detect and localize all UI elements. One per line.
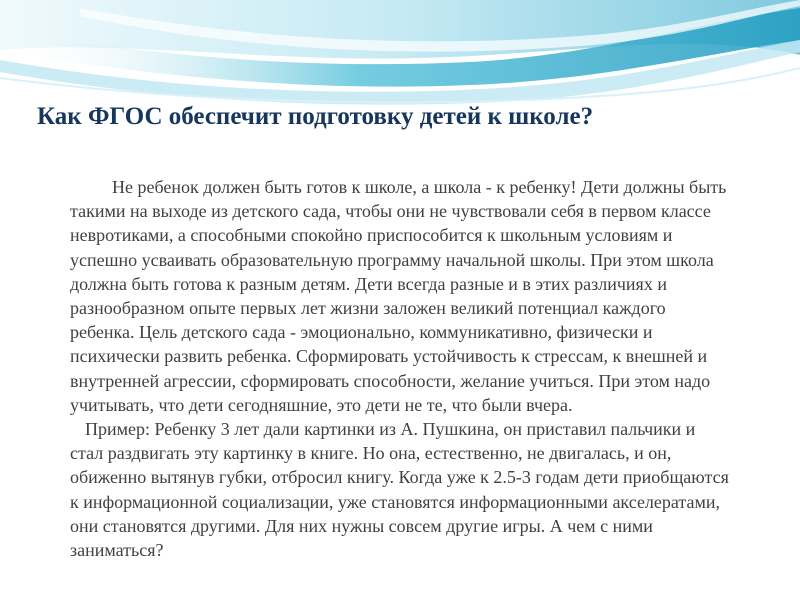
slide-title: Как ФГОС обеспечит подготовку детей к школе? bbox=[37, 103, 594, 130]
wave-banner-decoration bbox=[0, 0, 800, 110]
slide-body bbox=[70, 175, 730, 562]
body-paragraph: Не ребенок должен быть готов к школе, а школа - к ребенку! Дети должны быть такими на выходе из детского сада, чтобы они не чувствовали себя в первом классе невротиками, а способными спокойно приспособится к школьным условиям и успешно усваивать образовательную программу начальной школы. При этом школа должна быть готова к разным детям. Дети всегда разные и в этих различиях и разнообразном опыте первых лет жизни заложен великий потенциал каждого ребенка. Цель детского сада - эмоционально, коммуникативно, физически и психически развить ребенка. Сформировать устойчивость к стрессам, к внешней и внутренней агрессии, сформировать способности, желание учиться. При этом надо учитывать, что дети сегодняшние, это дети не те, что были вчера. bbox=[70, 177, 727, 415]
body-paragraph: Пример: Ребенку 3 лет дали картинки из А. Пушкина, он приставил пальчики и стал раздвигать эту картинку в книге. Но она, естественно, не двигалась, и он, обиженно вытянув губки, отбросил книгу. Когда уже к 2.5-3 годам дети приобщаются к информационной социализации, уже становятся информационными акселератами, они становятся другими. Для них нужны совсем другие игры. А чем с ними заниматься? bbox=[70, 419, 729, 561]
